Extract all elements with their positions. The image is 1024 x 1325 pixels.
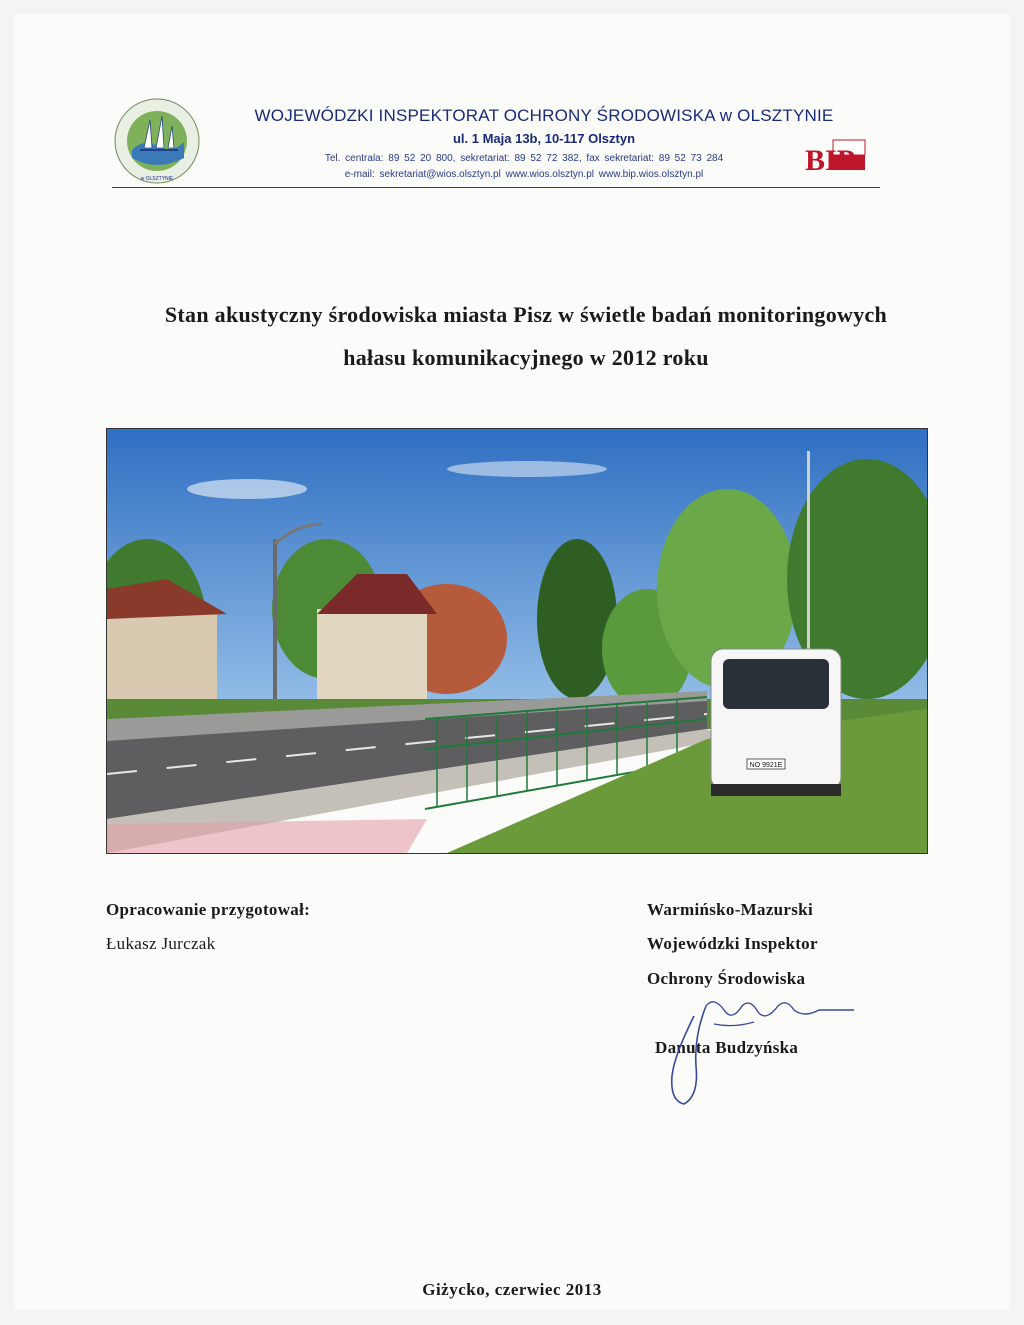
institution-phones: Tel. centrala: 89 52 20 800, sekretariat: 89 52 72 382, fax sekretariat: 89 52 73 284 [324, 153, 724, 164]
document-page [14, 14, 1010, 1310]
inspector-title-line2: Wojewódzki Inspektor [647, 934, 818, 953]
prepared-by-label: Opracowanie przygotował: [106, 900, 311, 919]
place-and-date: Giżycko, czerwiec 2013 [422, 1280, 602, 1299]
header-rule [112, 187, 880, 188]
institution-contacts: e-mail: sekretariat@wios.olsztyn.pl www.wios.olsztyn.pl www.bip.wios.olsztyn.pl [344, 169, 704, 180]
document-title-line2: hałasu komunikacyjnego w 2012 roku [343, 345, 709, 370]
wios-logo-icon [114, 98, 200, 184]
document-title-line1: Stan akustyczny środowiska miasta Pisz w świetle badań monitoringowych [164, 302, 888, 327]
bip-logo-icon [803, 134, 867, 174]
inspector-title-line1: Warmińsko-Mazurski [647, 900, 813, 919]
institution-address: ul. 1 Maja 13b, 10-117 Olsztyn [452, 131, 636, 146]
inspector-name: Danuta Budzyńska [655, 1038, 799, 1057]
handwritten-signature-icon [654, 976, 864, 1116]
svg-text:w OLSZTYNIE: w OLSZTYNIE [140, 176, 174, 182]
inspector-title-line3: Ochrony Środowiska [647, 969, 806, 988]
prepared-by-name: Łukasz Jurczak [106, 934, 216, 953]
svg-text:BIP: BIP [805, 144, 856, 174]
van-plate: NO 9921E [749, 762, 783, 769]
institution-name: WOJEWÓDZKI INSPEKTORAT OCHRONY ŚRODOWISKA w OLSZTYNIE [254, 106, 834, 125]
street-monitoring-photo [106, 428, 928, 854]
